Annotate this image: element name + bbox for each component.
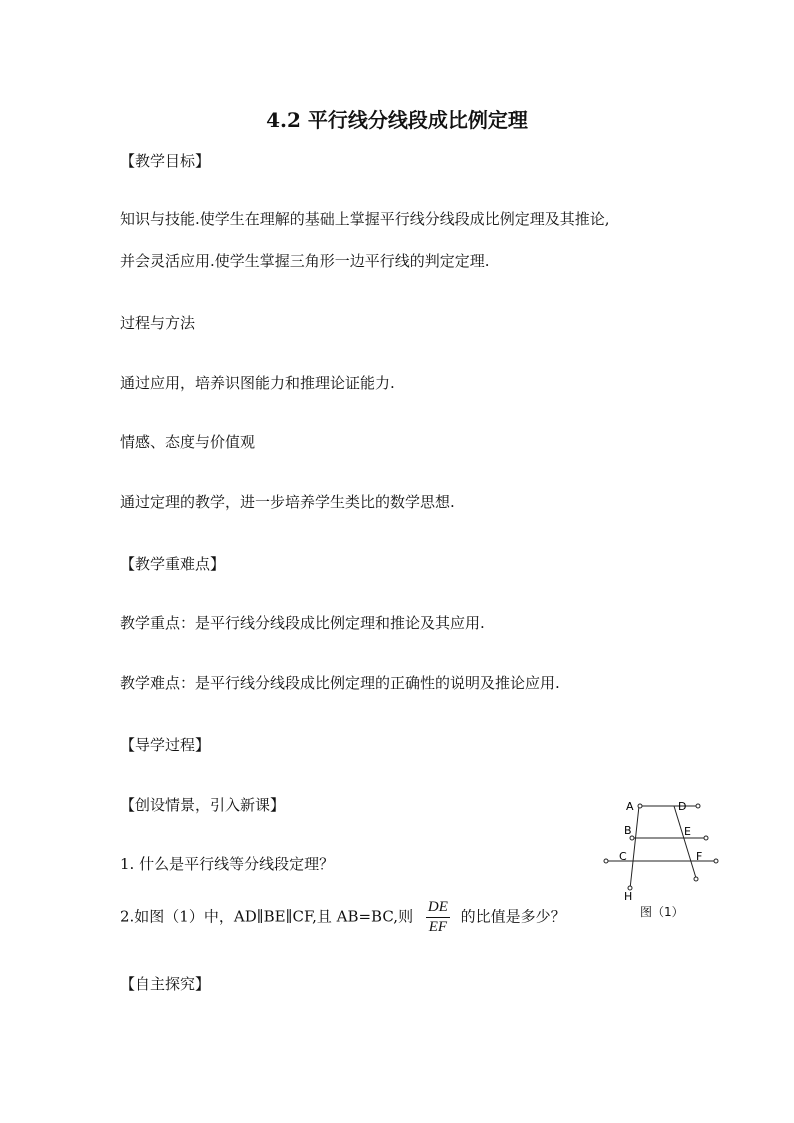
point-marker — [704, 836, 708, 840]
point-marker — [604, 859, 608, 863]
knowledge-line-1: 知识与技能.使学生在理解的基础上掌握平行线分线段成比例定理及其推论, — [120, 210, 610, 228]
fraction-denominator: EF — [428, 919, 448, 935]
difficult-point: 教学难点：是平行线分线段成比例定理的正确性的说明及推论应用. — [120, 674, 560, 692]
question-2 — [120, 898, 566, 937]
heading-intro: 【创设情景，引入新课】 — [120, 796, 286, 814]
heading-key-points: 【教学重难点】 — [120, 555, 226, 573]
document-title: 4.2 平行线分线段成比例定理 — [266, 108, 528, 132]
heading-guided-process: 【导学过程】 — [120, 736, 211, 754]
process-heading: 过程与方法 — [120, 314, 196, 332]
label-h: H — [624, 890, 633, 902]
point-marker — [638, 804, 642, 808]
label-d: D — [678, 800, 687, 813]
label-e: E — [684, 825, 691, 838]
knowledge-line-2: 并会灵活应用.使学生掌握三角形一边平行线的判定定理. — [120, 252, 490, 270]
fraction-de-over-ef — [426, 898, 450, 937]
question-2-suffix: 的比值是多少？ — [460, 907, 566, 926]
figure-caption: 图（1） — [640, 905, 684, 919]
transversal-right — [674, 806, 696, 878]
label-b: B — [624, 824, 632, 837]
heading-objectives: 【教学目标】 — [120, 152, 211, 170]
point-marker — [694, 877, 698, 881]
label-f: F — [696, 850, 703, 863]
transversal-left — [630, 806, 639, 889]
label-c: C — [619, 850, 627, 863]
process-text: 通过应用，培养识图能力和推理论证能力. — [120, 374, 395, 392]
question-2-prefix: 2.如图（1）中，AD∥BE∥CF,且 AB=BC,则 — [120, 907, 414, 926]
emotion-text: 通过定理的教学，进一步培养学生类比的数学思想. — [120, 493, 455, 511]
emotion-heading: 情感、态度与价值观 — [120, 433, 256, 451]
label-a: A — [626, 800, 634, 813]
key-point: 教学重点：是平行线分线段成比例定理和推论及其应用. — [120, 614, 485, 632]
heading-explore: 【自主探究】 — [120, 975, 211, 993]
point-marker — [714, 859, 718, 863]
point-marker — [696, 804, 700, 808]
question-1: 1. 什么是平行线等分线段定理？ — [120, 855, 335, 873]
parallel-lines-figure — [602, 796, 722, 902]
fraction-numerator: DE — [426, 898, 450, 918]
